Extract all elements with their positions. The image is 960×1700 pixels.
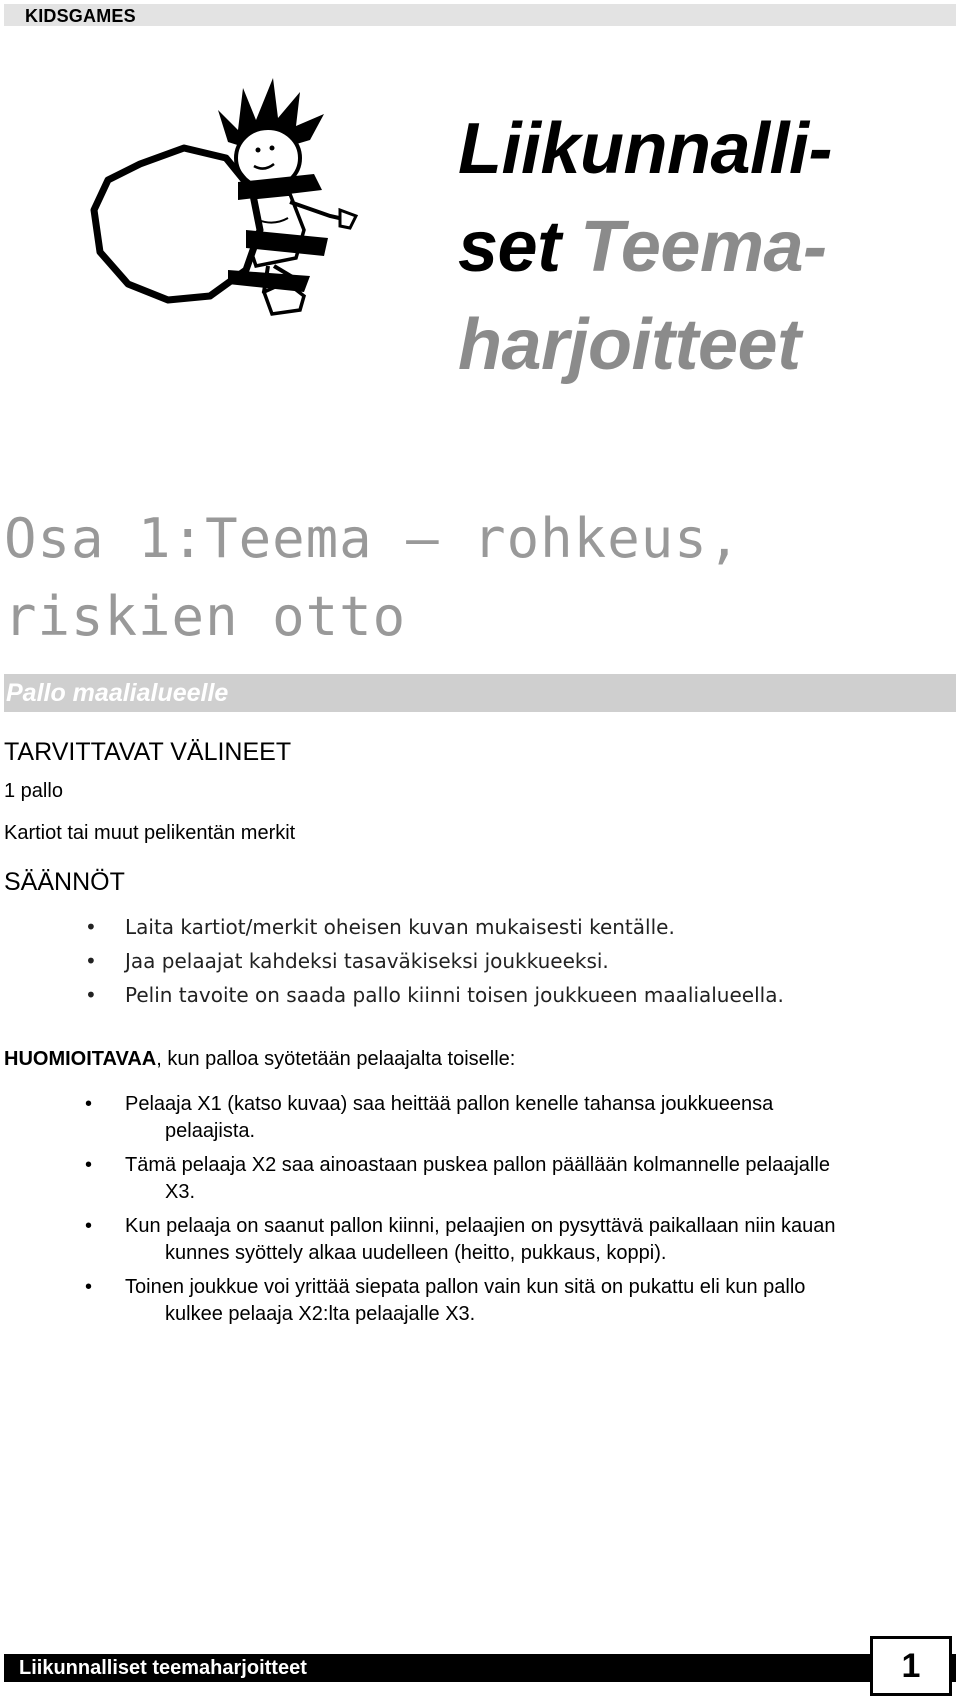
footer-bar (4, 1654, 956, 1682)
notes-intro: HUOMIOITAVAA, kun palloa syötetään pelaajalta toiselle: (4, 1048, 516, 1070)
list-item: • Laita kartiot/merkit oheisen kuvan mukaisesti kentälle. (85, 915, 675, 939)
list-item: • Pelaaja X1 (katso kuvaa) saa heittää pallon kenelle tahansa joukkueensa pelaajista. (85, 1093, 774, 1142)
bullet-icon: • (85, 1276, 93, 1298)
brand-label: KIDSGAMES (25, 6, 136, 26)
bullet-icon: • (85, 1154, 93, 1176)
page-number-box (870, 1636, 952, 1696)
bullet-icon: • (85, 1093, 93, 1115)
bullet-icon: • (85, 1215, 93, 1237)
title-line-1: Liikunnalli- (458, 109, 833, 189)
title-line-3: harjoitteet (458, 305, 801, 385)
equipment-heading: TARVITTAVAT VÄLINEET (4, 738, 292, 766)
game-title-bar (4, 674, 956, 712)
part-heading: Osa 1:Teema – rohkeus, riskien otto (4, 507, 742, 648)
mascot-illustration (78, 70, 378, 330)
title-line-2: set Teema- (458, 207, 827, 287)
page-title (458, 100, 938, 394)
bullet-icon: • (85, 983, 97, 1007)
game-title: Pallo maalialueelle (6, 679, 229, 707)
bullet-icon: • (85, 915, 97, 939)
notes-list (0, 1091, 950, 1335)
equipment-item: 1 pallo (4, 780, 63, 802)
list-item: • Tämä pelaaja X2 saa ainoastaan puskea pallon päällään kolmannelle pelaajalle X3. (85, 1154, 830, 1203)
rules-list (0, 915, 950, 1017)
equipment-item: Kartiot tai muut pelikentän merkit (4, 822, 296, 844)
bullet-icon: • (85, 949, 97, 973)
footer-title: Liikunnalliset teemaharjoitteet (19, 1657, 307, 1679)
page-number: 1 (901, 1647, 921, 1685)
top-banner (4, 4, 956, 26)
list-item: • Pelin tavoite on saada pallo kiinni toisen joukkueen maalialueella. (85, 983, 784, 1007)
list-item: • Toinen joukkue voi yrittää siepata pallon vain kun sitä on pukattu eli kun pallo kulkee pelaaja X2:lta pelaajalle X3. (85, 1276, 806, 1325)
list-item: • Jaa pelaajat kahdeksi tasaväkiseksi joukkueeksi. (85, 949, 609, 973)
list-item: • Kun pelaaja on saanut pallon kiinni, pelaajien on pysyttävä paikallaan niin kauan kunnes syöttely alkaa uudelleen (heitto, pukkaus, koppi). (85, 1215, 836, 1264)
rules-heading: SÄÄNNÖT (4, 868, 125, 896)
